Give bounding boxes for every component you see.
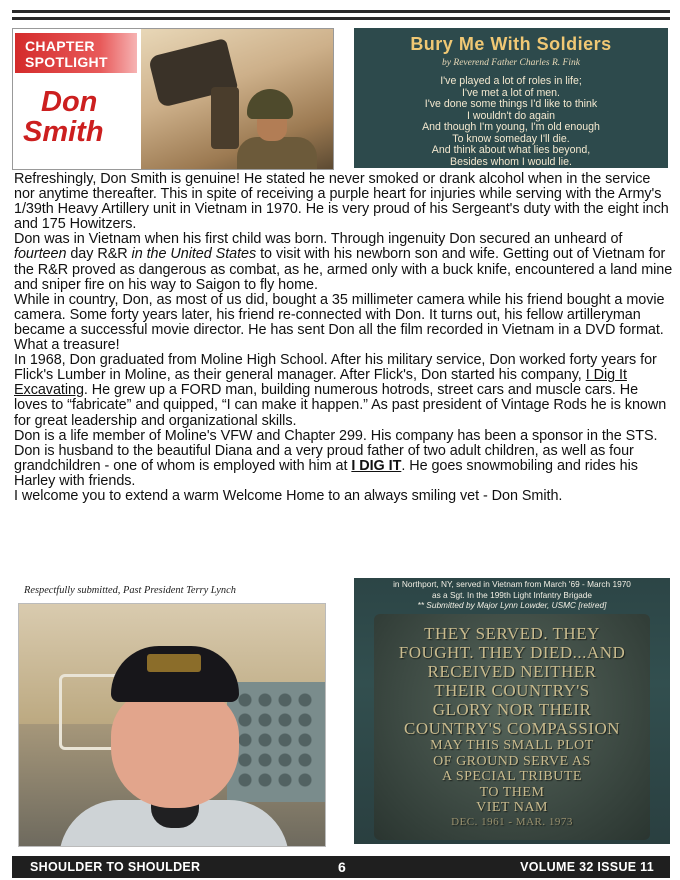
footer-publication: SHOULDER TO SHOULDER bbox=[30, 860, 201, 874]
don-smith-portrait-photo bbox=[18, 603, 326, 847]
plaque-line: THEY SERVED. THEY bbox=[424, 624, 600, 643]
top-rule-lower bbox=[12, 17, 670, 20]
poem-line: And think about what lies beyond, bbox=[431, 144, 591, 156]
head-shape bbox=[111, 690, 239, 808]
plaque-small-line: A SPECIAL TRIBUTE bbox=[442, 769, 582, 784]
plaque-dates: DEC. 1961 - MAR. 1973 bbox=[451, 815, 573, 828]
poem-line: I wouldn't do again bbox=[466, 109, 555, 122]
poem-byline: by Reverend Father Charles R. Fink bbox=[442, 58, 580, 68]
plaque-line: RECEIVED NEITHER bbox=[427, 662, 597, 681]
text-run: . He goes snowmobiling and rides his Harley with friends. bbox=[14, 457, 638, 489]
spotlight-name bbox=[23, 87, 104, 147]
memorial-plaque-box bbox=[354, 578, 670, 844]
article-paragraph-2 bbox=[14, 232, 674, 292]
plaque-small-line: OF GROUND SERVE AS bbox=[433, 753, 591, 769]
article-paragraph-3: While in country, Don, as most of us did, bought a 35 millimeter camera while his friend bought a movie camera. Some forty years later, his friend re-connected with Don. It turns out, his fellow artilleryman became a successful movie director. He has sent Don all the film recorded in Vietnam in a DVD format. What a treasure! bbox=[14, 291, 665, 354]
plaque-line: COUNTRY'S COMPASSION bbox=[403, 719, 621, 738]
chapter-spotlight-tag bbox=[15, 33, 137, 73]
plaque-caption bbox=[354, 579, 670, 611]
poem-line: I've done some things I'd like to think bbox=[424, 98, 598, 110]
howitzer-base-shape bbox=[211, 87, 239, 149]
plaque-caption-line-2: as a Sgt. In the 199th Light Infantry Brigade bbox=[431, 589, 593, 600]
poem-line: Besides whom I would lie. bbox=[450, 155, 572, 168]
article-paragraph-1: Refreshingly, Don Smith is genuine! He stated he never smoked or drank alcohol when in the service nor anytime thereafter. This in spite of receiving a purple heart for injuries while serving with the Army's 1/39th Heavy Artillery unit in Vietnam in 1970. He is very proud of his Sergeant's duty with the eight inch and 175 Howitzers. bbox=[14, 171, 669, 233]
plaque-caption-line-3: ** Submitted by Major Lynn Lowder, USMC [retired] bbox=[417, 600, 607, 610]
soldier-photo bbox=[141, 29, 333, 169]
poem-box bbox=[354, 28, 668, 168]
plaque-small-line: VIET NAM bbox=[476, 800, 548, 815]
soldier-body-shape bbox=[237, 137, 317, 170]
poem-title: Bury Me With Soldiers bbox=[410, 34, 612, 54]
footer-issue: VOLUME 32 ISSUE 11 bbox=[520, 860, 654, 874]
text-run: Don is a life member of Moline's VFW and Chapter 299. His company has been a sponsor in the STS. Don is husband to the beautiful Diana and a very proud father of two adult children, as well as four grandchildren - one of whom is employed with him at bbox=[14, 427, 658, 474]
plaque-line: GLORY NOR THEIR bbox=[432, 700, 592, 719]
tag-line-1: CHAPTER bbox=[25, 38, 95, 54]
footer-page-number: 6 bbox=[338, 859, 346, 875]
company-name-bold-link[interactable]: I DIG IT bbox=[351, 457, 402, 474]
article-paragraph-4 bbox=[14, 353, 674, 428]
text-run: day R&R bbox=[66, 246, 132, 263]
article-paragraph-6: I welcome you to extend a warm Welcome Home to an always smiling vet - Don Smith. bbox=[14, 487, 563, 504]
tag-line-2: SPOTLIGHT bbox=[25, 54, 108, 70]
poem-line: I've played a lot of roles in life; bbox=[440, 75, 582, 87]
plaque-small-line: MAY THIS SMALL PLOT bbox=[430, 738, 594, 753]
text-run: In 1968, Don graduated from Moline High School. After his military service, Don worked forty years for Flick's Lumber in Moline, as their general manager. After Flick's, Don started his company, bbox=[14, 352, 657, 384]
plaque-small-line: TO THEM bbox=[479, 784, 545, 800]
poem-line: And though I'm young, I'm old enough bbox=[422, 121, 600, 133]
company-name-link[interactable]: I Dig It Excavating bbox=[14, 367, 627, 399]
chapter-spotlight-block bbox=[12, 28, 334, 170]
plaque-caption-line-1: in Northport, NY, served in Vietnam from March '69 - March 1970 bbox=[393, 579, 631, 589]
plaque-line: FOUGHT. THEY DIED...AND bbox=[398, 643, 626, 662]
article-body bbox=[14, 172, 674, 504]
article-paragraph-5 bbox=[14, 429, 674, 489]
memorial-plaque-image bbox=[374, 614, 650, 840]
poem-line: I've met a lot of men. bbox=[462, 86, 560, 99]
patterned-panel-shape bbox=[227, 682, 325, 802]
spotlight-last-name: Smith bbox=[23, 116, 104, 148]
top-rule-upper bbox=[12, 10, 670, 13]
text-run: to visit with his newborn son and wife. Getting out of Vietnam for the R&R proved as dangerous as combat, as he, armed only with a buck knife, encountered a land mine and sniper fire on his way to Saigon to fly home. bbox=[14, 246, 673, 293]
page-footer bbox=[12, 856, 670, 878]
soldier-helmet-shape bbox=[247, 89, 293, 119]
poem-lines bbox=[364, 76, 658, 168]
text-run: Don was in Vietnam when his first child was born. Through ingenuity Don secured an unheard of bbox=[14, 231, 623, 248]
emphasis-fourteen: fourteen bbox=[14, 246, 67, 263]
plaque-line: THEIR COUNTRY'S bbox=[434, 681, 590, 700]
emphasis-united-states: in the United States bbox=[131, 246, 257, 263]
spotlight-first-name: Don bbox=[41, 86, 98, 118]
text-run: . He grew up a FORD man, building numerous hotrods, street cars and muscle cars. He loves to “fabricate” and quipped, “I can make it happen.” As past president of Vintage Rods he is known for great leadership and organizational skills. bbox=[14, 382, 667, 429]
poem-line: To know someday I'll die. bbox=[452, 132, 570, 145]
cap-badge-shape bbox=[147, 654, 201, 672]
submitted-by: Respectfully submitted, Past President Terry Lynch bbox=[24, 585, 236, 596]
